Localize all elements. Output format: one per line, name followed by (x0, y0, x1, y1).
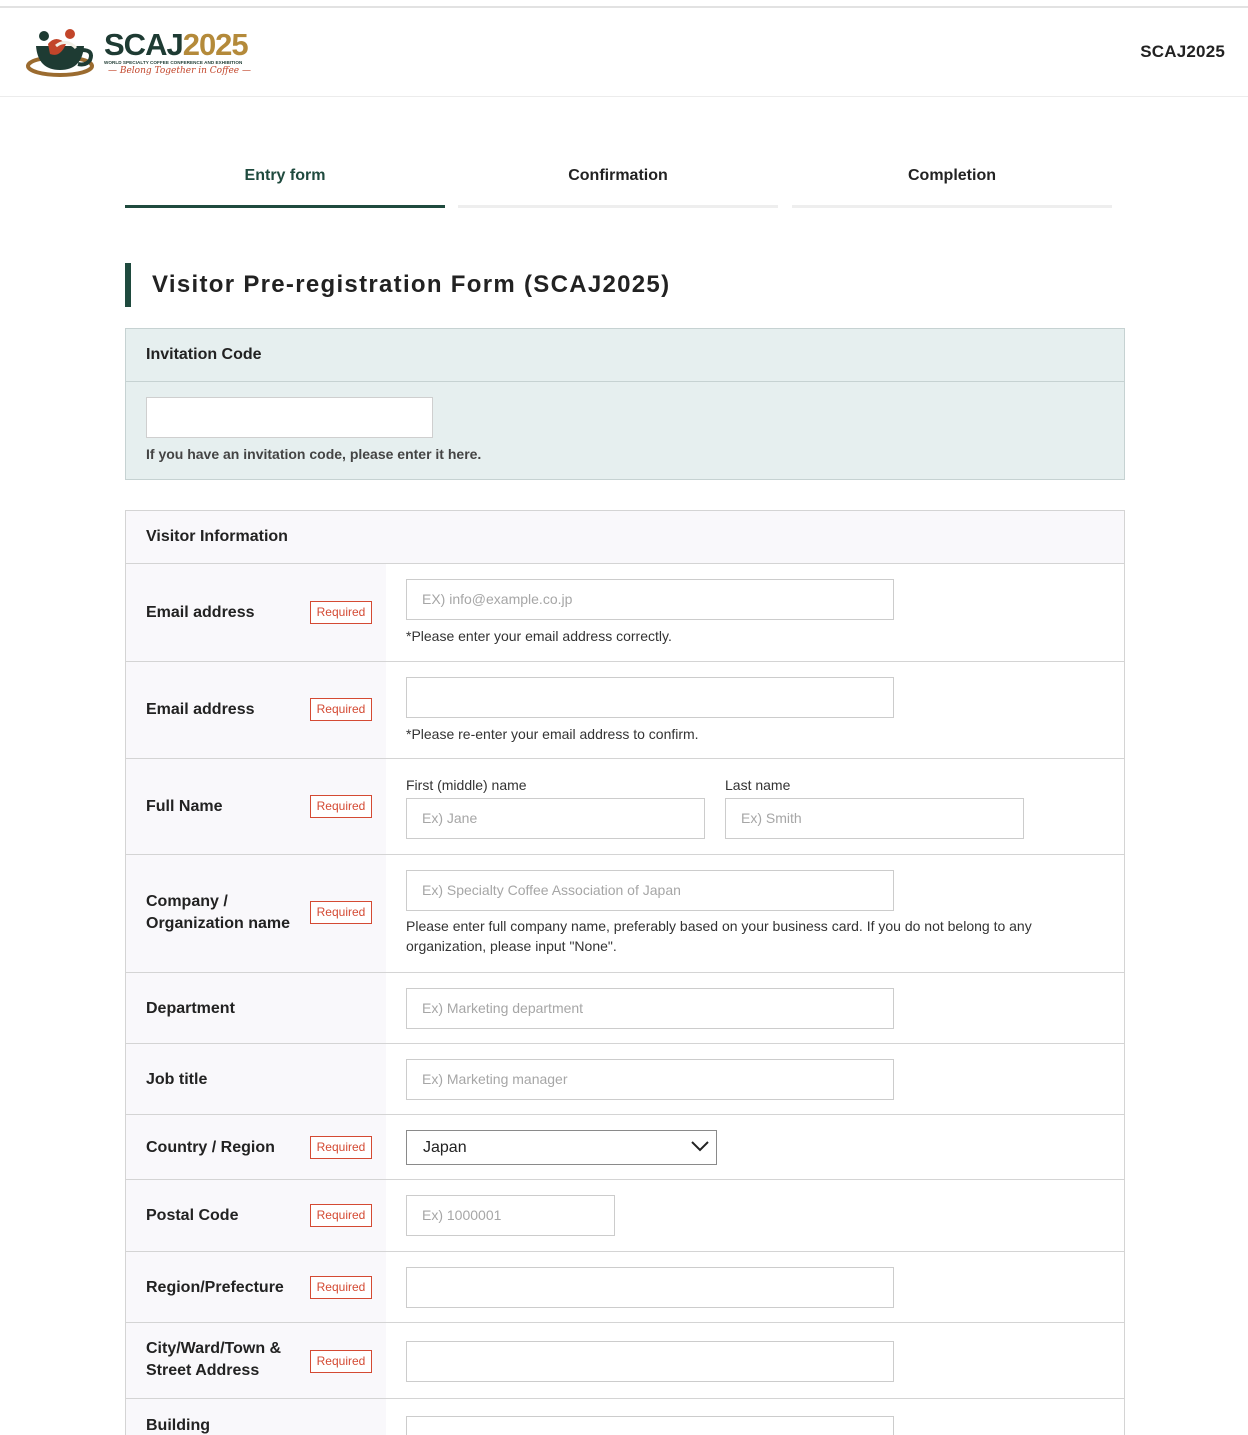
required-badge: Required (310, 795, 372, 818)
last-name-label: Last name (725, 777, 791, 793)
visitor-information-section (125, 510, 1125, 1435)
department-label: Department (146, 1000, 235, 1017)
invitation-code-hint: If you have an invitation code, please enter it here. (146, 446, 482, 462)
job-title-row (126, 1044, 1124, 1115)
email-row (126, 564, 1124, 662)
postal-code-input[interactable]: Ex) 1000001 (406, 1195, 615, 1236)
first-name-label: First (middle) name (406, 777, 527, 793)
invitation-code-input[interactable] (146, 397, 433, 438)
required-badge: Required (310, 698, 372, 721)
country-row (126, 1115, 1124, 1180)
city-input[interactable] (406, 1341, 894, 1382)
email-confirm-hint: *Please re-enter your email address to confirm. (406, 726, 699, 742)
visitor-information-heading: Visitor Information (126, 511, 1124, 564)
company-hint: Please enter full company name, preferably based on your business card. If you do not belong to any organization, please input "None". (406, 918, 1032, 954)
invitation-code-section (125, 328, 1125, 480)
email-confirm-row (126, 662, 1124, 759)
required-badge: Required (310, 1136, 372, 1159)
email-confirm-input[interactable] (406, 677, 894, 718)
progress-steps (125, 160, 1112, 208)
page-title: Visitor Pre-registration Form (SCAJ2025) (125, 263, 670, 307)
city-row (126, 1323, 1124, 1399)
job-title-input[interactable]: Ex) Marketing manager (406, 1059, 894, 1100)
company-label: Company / Organization name (146, 893, 291, 932)
postal-code-row (126, 1180, 1124, 1252)
country-select[interactable]: Japan (406, 1130, 717, 1165)
last-name-input[interactable]: Ex) Smith (725, 798, 1024, 839)
building-label: Building (146, 1417, 210, 1434)
region-label: Region/Prefecture (146, 1279, 284, 1296)
email-label: Email address (146, 604, 255, 621)
company-input[interactable]: Ex) Specialty Coffee Association of Japan (406, 870, 894, 911)
logo-tagline: — Belong Together in Coffee — (108, 66, 251, 76)
required-badge: Required (310, 1204, 372, 1227)
required-badge: Required (310, 1350, 372, 1373)
invitation-code-heading: Invitation Code (126, 329, 1124, 382)
full-name-label: Full Name (146, 798, 223, 815)
email-confirm-label: Email address (146, 701, 255, 718)
site-header (0, 8, 1248, 97)
building-input[interactable] (406, 1416, 894, 1435)
step-entry-form: Entry form (125, 160, 445, 208)
email-input[interactable]: EX) info@example.co.jp (406, 579, 894, 620)
department-row (126, 973, 1124, 1044)
step-indicator-bar (125, 205, 445, 208)
logo-wordmark: SCAJ2025 (104, 27, 248, 62)
required-badge: Required (310, 601, 372, 624)
postal-code-label: Postal Code (146, 1207, 239, 1224)
required-badge: Required (310, 1276, 372, 1299)
job-title-label: Job title (146, 1071, 208, 1088)
step-completion: Completion (792, 160, 1112, 208)
region-input[interactable] (406, 1267, 894, 1308)
first-name-input[interactable]: Ex) Jane (406, 798, 705, 839)
header-title: SCAJ2025 (1140, 42, 1225, 61)
city-label: City/Ward/Town & Street Address (146, 1340, 282, 1379)
required-badge: Required (310, 901, 372, 924)
country-label: Country / Region (146, 1139, 275, 1156)
region-row (126, 1252, 1124, 1323)
full-name-row (126, 759, 1124, 855)
company-row (126, 855, 1124, 973)
chevron-down-icon (691, 1140, 709, 1152)
step-confirmation: Confirmation (458, 160, 778, 208)
logo-subtitle: WORLD SPECIALTY COFFEE CONFERENCE AND EXHIBITION (104, 60, 243, 65)
step-indicator-bar (458, 205, 778, 208)
building-row (126, 1399, 1124, 1435)
scaj-logo[interactable] (26, 22, 251, 84)
step-indicator-bar (792, 205, 1112, 208)
coffee-cup-logo-icon (26, 24, 98, 82)
department-input[interactable]: Ex) Marketing department (406, 988, 894, 1029)
email-hint: *Please enter your email address correctly. (406, 628, 672, 644)
